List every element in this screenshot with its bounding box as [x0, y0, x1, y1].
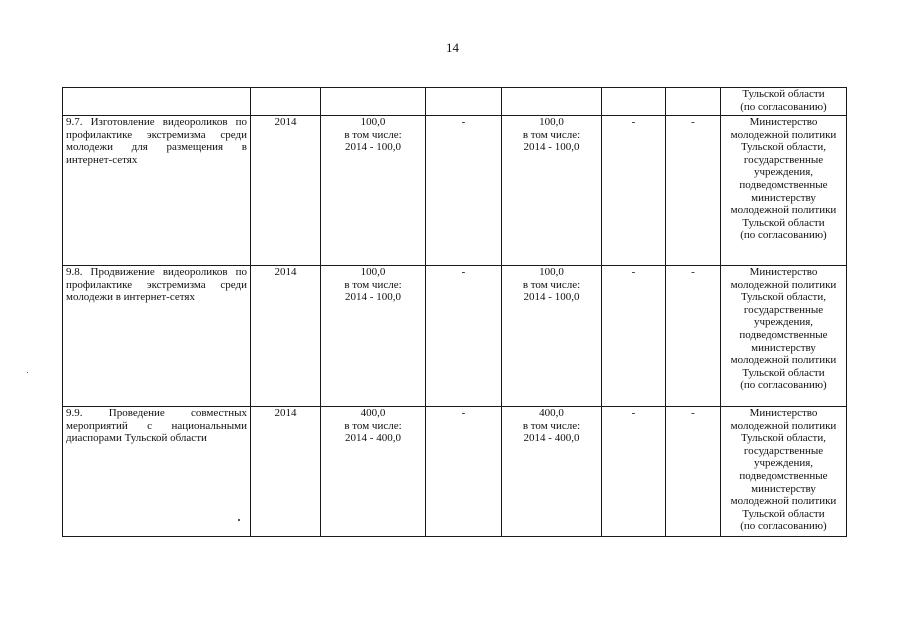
activity-total: 400,0 в том числе: 2014 - 400,0: [321, 407, 426, 537]
activity-regional: 100,0 в том числе: 2014 - 100,0: [502, 266, 602, 407]
activity-year: 2014: [251, 407, 321, 537]
activity-extra: -: [666, 407, 721, 537]
program-activities-table: [62, 87, 847, 537]
activity-federal: -: [426, 266, 502, 407]
cell-local: [602, 88, 666, 116]
activity-year: 2014: [251, 266, 321, 407]
activity-local: -: [602, 116, 666, 266]
table-row-9-7: [63, 116, 847, 266]
activity-extra: -: [666, 116, 721, 266]
scan-speck: [238, 519, 240, 521]
table-row-9-8: [63, 266, 847, 407]
continuation-row: [63, 88, 847, 116]
activity-total: 100,0 в том числе: 2014 - 100,0: [321, 266, 426, 407]
activity-responsible: Министерство молодежной политики Тульской области, государственные учреждения, подведомственные министерству молодежной политики Тульской области (по согласованию): [721, 116, 847, 266]
activity-extra: -: [666, 266, 721, 407]
scan-speck: [27, 372, 28, 373]
activity-local: -: [602, 407, 666, 537]
activity-responsible: Министерство молодежной политики Тульской области, государственные учреждения, подведомственные министерству молодежной политики Тульской области (по согласованию): [721, 407, 847, 537]
activity-name: 9.8. Продвижение видеороликов по профилактике экстремизма среди молодежи в интернет-сетях: [63, 266, 251, 407]
activity-regional: 400,0 в том числе: 2014 - 400,0: [502, 407, 602, 537]
cell-name: [63, 88, 251, 116]
activity-year: 2014: [251, 116, 321, 266]
activity-total: 100,0 в том числе: 2014 - 100,0: [321, 116, 426, 266]
cell-regional: [502, 88, 602, 116]
activity-local: -: [602, 266, 666, 407]
cell-federal: [426, 88, 502, 116]
activity-name: 9.7. Изготовление видеороликов по профилактике экстремизма среди молодежи для размещения в интернет-сетях: [63, 116, 251, 266]
activity-responsible: Министерство молодежной политики Тульской области, государственные учреждения, подведомственные министерству молодежной политики Тульской области (по согласованию): [721, 266, 847, 407]
cell-total: [321, 88, 426, 116]
table-row-9-9: [63, 407, 847, 537]
activity-federal: -: [426, 407, 502, 537]
cell-year: [251, 88, 321, 116]
page-number: 14: [446, 40, 459, 55]
activity-name: 9.9. Проведение совместных мероприятий с национальными диаспорами Тульской области: [63, 407, 251, 537]
activity-regional: 100,0 в том числе: 2014 - 100,0: [502, 116, 602, 266]
cell-responsible: Тульской области (по согласованию): [721, 88, 847, 116]
cell-extra: [666, 88, 721, 116]
activity-federal: -: [426, 116, 502, 266]
